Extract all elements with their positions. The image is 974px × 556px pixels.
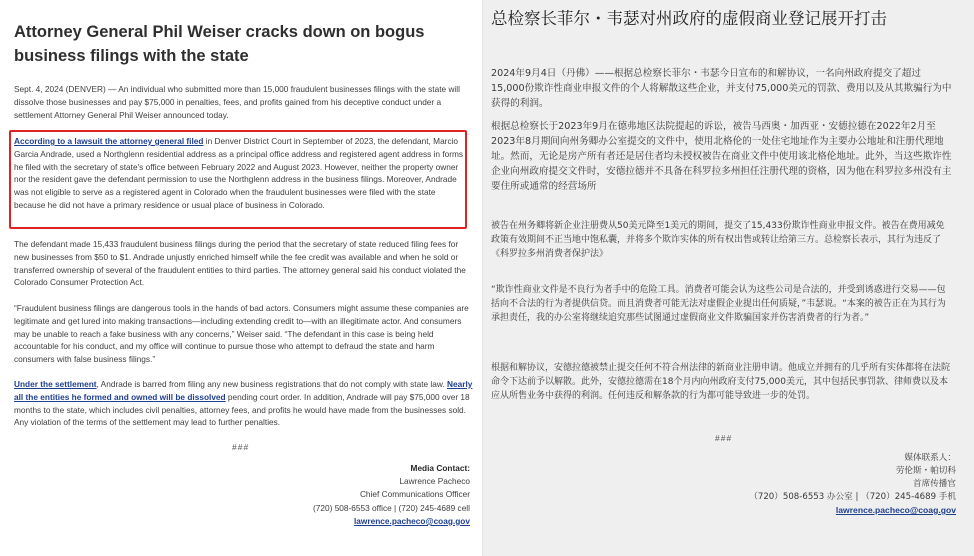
entities-dissolved-link[interactable]: Nearly all the entities he formed and owned will be dissolved <box>14 379 473 402</box>
lawsuit-link[interactable]: According to a lawsuit the attorney general filed <box>14 136 204 146</box>
media-contact-label-zh: 媒体联系人： <box>904 453 956 463</box>
settlement-text-b: pending court order. In addition, Andrade will pay $75,000 over 18 months to the state, which includes civil penalties, attorney fees, and profits he would have made from the businesses sold. Any violation of the terms of the settlement may lead to further penalties. <box>14 391 470 428</box>
settlement-link[interactable]: Under the settlement <box>14 379 97 389</box>
paragraph-quote-zh: “欺诈性商业文件是不良行为者手中的危险工具。消费者可能会认为这些公司是合法的，并受到诱惑进行交易——包括向不合法的行为者提供信贷。而且消费者可能无法对虚假企业提出任何质疑，”韦瑟说。“本案的被告正在为其行为承担责任，我的办公室将继续追究那些试图通过虚假商业文件欺骗国家并伤害消费者的行为者。” <box>491 285 946 324</box>
media-contact-en <box>250 462 470 528</box>
article-title-zh: 总检察长菲尔・韦瑟对州政府的虚假商业登记展开打击 <box>491 9 887 28</box>
media-contact-role-zh: 首席传播官 <box>913 479 956 489</box>
paragraph-lawsuit-text: in Denver District Court in September of 2023, the defendant, Marcio Garcia Andrade, used a Northglenn residential address as a principal office address and registered agent address in forms he filed with the secretary of state's office between February 2022 and August 2023. However, neither the property owner nor the resident gave the defendant permission to use the Northglenn address in the business filings. Moreover, Andrade was not eligible to serve as a registered agent in Colorado when the fraudulent businesses were filed with the state because he did not have a primary residence or usual place of business in Colorado. <box>14 136 464 210</box>
paragraph-settlement-en <box>14 378 474 429</box>
paragraph-quote-en: “Fraudulent business filings are dangerous tools in the hands of bad actors. Consumers might assume these companies are legitimate and get lured into making transactions—including extending credit to—with an illegitimate actor. And consumers may be unable to reach a fake business with any concerns,” Weiser said. “The defendant in this case is being held accountable for his conduct, and my office will continue to pursue those who attempt to defraud the state and harm consumers with false business filings.” <box>14 303 469 365</box>
chinese-article-panel <box>483 0 974 556</box>
media-contact-name-zh: 劳伦斯・帕切科 <box>895 466 956 476</box>
media-contact-role: Chief Communications Officer <box>359 489 470 500</box>
end-marker-en: ### <box>232 442 250 452</box>
paragraph-intro-en: Sept. 4, 2024 (DENVER) — An individual who submitted more than 15,000 fraudulent businesses filings with the state will dissolve those businesses and pay $75,000 in penalties, fees, and profits gained from his deceptive conduct under a settlement Attorney General Phil Weiser announced today. <box>14 84 460 120</box>
end-marker-zh: ### <box>715 433 733 443</box>
media-contact-phones: (720) 508-6553 office | (720) 245-4689 cell <box>313 502 470 513</box>
paragraph-settlement-zh: 根据和解协议，安德拉德被禁止提交任何不符合州法律的新商业注册申请。他成立并拥有的几乎所有实体都将在法院命令下达前予以解散。此外，安德拉德需在18个月内向州政府支付75,000美元，其中包括民事罚款、律师费以及本应从所售业务中获得的利润。任何违反和解条款的行为都可能导致进一步的处罚。 <box>491 363 951 402</box>
paragraph-lawsuit-en <box>14 135 464 212</box>
paragraph-filings-en: The defendant made 15,433 fraudulent business filings during the period that the secretary of state reduced filing fees for new businesses from $50 to $1. Andrade unjustly enriched himself while the fee credit was available and when he sold or transferred ownership of several of the fraudulent entities to third parties. The attorney general said his conduct violated the Colorado Consumer Protection Act. <box>14 239 466 288</box>
media-contact-email-zh[interactable]: lawrence.pacheco@coag.gov <box>835 505 956 515</box>
media-contact-label: Media Contact: <box>410 463 470 473</box>
media-contact-name: Lawrence Pacheco <box>399 476 470 487</box>
paragraph-lawsuit-zh: 根据总检察长于2023年9月在德弗地区法院提起的诉讼，被告马西奥・加西亚・安德拉德在2022年2月至2023年8月期间向州务卿办公室提交的文件中，使用北格伦的一处住宅地址作为主要办公地址和注册代理地址。然而，无论是房产所有者还是居住者均未授权被告在商业文件中使用该北格伦地址。此外，当这些欺诈性企业向州政府提交文件时，安德拉德并不具备在科罗拉多州担任注册代理的资格，因为他在科罗拉多州没有主要住所或通常的经营场所 <box>491 121 952 192</box>
article-title-en: Attorney General Phil Weiser cracks down on bogus business filings with the state <box>14 23 425 65</box>
media-contact-phones-zh: （720）508-6553 办公室 | （720）245-4689 手机 <box>749 492 956 502</box>
media-contact-zh <box>656 452 956 518</box>
paragraph-intro-zh: 2024年9月4日（丹佛）——根据总检察长菲尔・韦瑟今日宣布的和解协议，一名向州政府提交了超过15,000份欺诈性商业申报文件的个人将解散这些企业，并支付75,000美元的罚款、费用以及从其欺骗行为中获得的利润。 <box>491 68 952 109</box>
media-contact-email[interactable]: lawrence.pacheco@coag.gov <box>354 515 470 526</box>
english-article-panel <box>0 0 482 556</box>
paragraph-filings-zh: 被告在州务卿将新企业注册费从50美元降至1美元的期间，提交了15,433份欺诈性商业申报文件。被告在费用减免政策有效期间不正当地中饱私囊，并将多个欺诈实体的所有权出售或转让给第三方。总检察长表示，其行为违反了《科罗拉多州消费者保护法》 <box>491 221 945 260</box>
settlement-text-a: , Andrade is barred from filing any new business registrations that do not comply with state law. <box>96 379 448 389</box>
